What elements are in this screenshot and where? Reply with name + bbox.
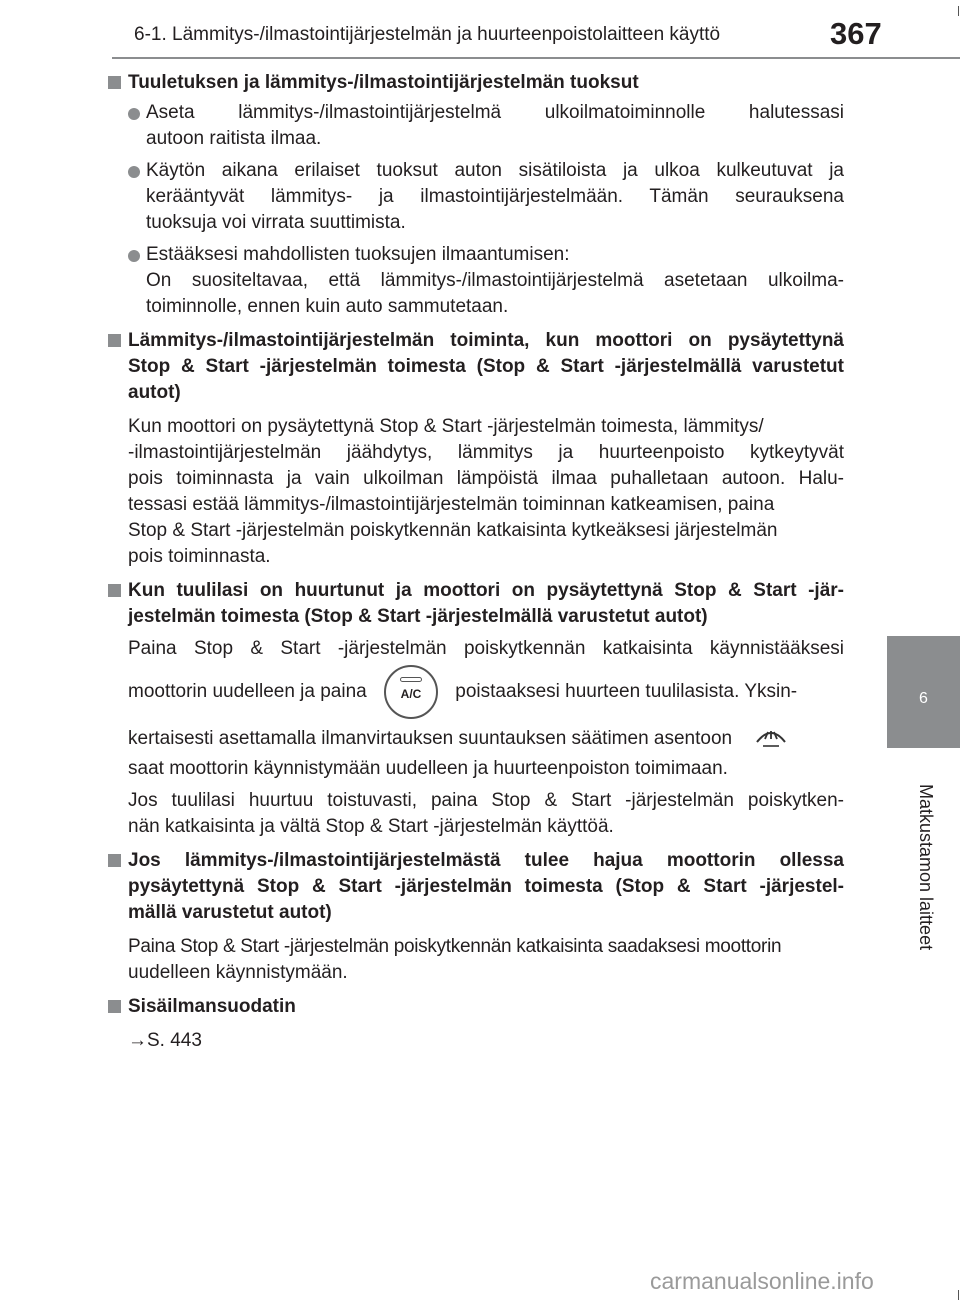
heading-line: Kun tuulilasi on huurtunut ja moottori on pysäytettynä Stop & Start -jär-	[128, 580, 844, 601]
text-line: toiminnolle, ennen kuin auto sammutetaan.	[146, 296, 509, 317]
text-line: uudelleen käynnistymään.	[128, 962, 348, 983]
heading-line: pysäytettynä Stop & Start -järjestelmän toimesta (Stop & Start -järjestel-	[128, 876, 844, 897]
heading-line: Lämmitys-/ilmastointijärjestelmän toiminta, kun moottori on pysäytettynä	[128, 330, 844, 351]
text-line: pois toiminnasta.	[128, 546, 271, 567]
heading-text: Sisäilmansuodatin	[128, 996, 296, 1017]
crop-mark	[958, 1290, 959, 1300]
text-line-with-icon	[128, 662, 844, 722]
text-line: Estääksesi mahdollisten tuoksujen ilmaantumisen:	[146, 244, 570, 265]
square-bullet-icon	[108, 334, 121, 347]
square-bullet-icon	[108, 584, 121, 597]
crop-mark	[958, 6, 959, 16]
text-line: -ilmastointijärjestelmän jäähdytys, lämmitys ja huurteenpoisto kytkeytyvät	[128, 442, 844, 463]
square-bullet-icon	[108, 76, 121, 89]
text-line: Stop & Start -järjestelmän poiskytkennän katkaisinta kytkeäksesi järjestelmän	[128, 520, 778, 541]
chapter-number: 6	[919, 690, 928, 707]
heading-line: jestelmän toimesta (Stop & Start -järjestelmällä varustetut autot)	[128, 606, 708, 627]
text-line: nän katkaisinta ja vältä Stop & Start -järjestelmän käyttöä.	[128, 816, 614, 837]
text-line: Kun moottori on pysäytettynä Stop & Start -järjestelmän toimesta, lämmitys/	[128, 416, 764, 437]
text-line: Paina Stop & Start -järjestelmän poiskytkennän katkaisinta käynnistääksesi	[128, 638, 844, 659]
heading-line: mällä varustetut autot)	[128, 902, 332, 923]
section-heading-windshield-fog	[104, 578, 844, 630]
section-heading-odors	[104, 70, 844, 96]
section-heading-cabin-filter	[104, 994, 844, 1020]
text-line: Käytön aikana erilaiset tuoksut auton sisätiloista ja ulkoa kulkeutuvat ja	[146, 160, 844, 181]
text-line: On suositeltavaa, että lämmitys-/ilmastointijärjestelmä asetetaan ulkoilma-	[146, 270, 844, 291]
round-bullet-icon	[128, 250, 140, 262]
text-line: saat moottorin käynnistymään uudelleen ja huurteenpoiston toimimaan.	[128, 758, 728, 779]
bullet-item	[104, 100, 844, 152]
page-number: 367	[830, 16, 882, 51]
round-bullet-icon	[128, 166, 140, 178]
chapter-title-vertical: Matkustamon laitteet	[916, 784, 936, 951]
text-line: tuoksuja voi virrata suuttimista.	[146, 212, 406, 233]
watermark: carmanualsonline.info	[650, 1268, 874, 1294]
header-divider	[112, 57, 960, 59]
ac-button-icon	[384, 665, 438, 719]
square-bullet-icon	[108, 1000, 121, 1013]
bullet-item	[104, 242, 844, 320]
heading-line: Jos lämmitys-/ilmastointijärjestelmästä tulee hajua moottorin ollessa	[128, 850, 844, 871]
section-heading-odor-when-stopped	[104, 848, 844, 926]
round-bullet-icon	[128, 108, 140, 120]
page-header	[0, 0, 960, 60]
paragraph	[104, 934, 844, 986]
heading-line: autot)	[128, 382, 181, 403]
ac-indicator-bar	[400, 677, 422, 682]
chapter-tab	[887, 636, 960, 748]
bullet-item	[104, 158, 844, 236]
text-line: autoon raitista ilmaa.	[146, 128, 322, 149]
text-fragment: moottorin uudelleen ja paina	[128, 681, 367, 702]
text-fragment: kertaisesti asettamalla ilmanvirtauksen suuntauksen säätimen asentoon	[128, 728, 733, 750]
square-bullet-icon	[108, 854, 121, 867]
text-line: kerääntyvät lämmitys- ja ilmastointijärjestelmään. Tämän seurauksena	[146, 186, 844, 207]
paragraph	[104, 414, 844, 570]
chapter-section-title: 6-1. Lämmitys-/ilmastointijärjestelmän ja huurteenpoistolaitteen käyttö	[134, 24, 721, 45]
page-content	[104, 70, 844, 1054]
paragraph	[104, 636, 844, 782]
ac-label: A/C	[400, 686, 422, 701]
text-line-with-icon	[128, 722, 844, 756]
text-line: tessasi estää lämmitys-/ilmastointijärjestelmän toiminnan katkeamisen, paina	[128, 494, 775, 515]
paragraph	[104, 788, 844, 840]
text-line: Aseta lämmitys-/ilmastointijärjestelmä ulkoilmatoiminnolle halutessasi	[146, 102, 844, 123]
text-line: Paina Stop & Start -järjestelmän poiskytkennän katkaisinta saadaksesi moottorin	[128, 936, 782, 957]
text-line: pois toiminnasta ja vain ulkoilman lämpöistä ilmaa puhalletaan autoon. Halu-	[128, 468, 844, 489]
text-line: Jos tuulilasi huurtuu toistuvasti, paina Stop & Start -järjestelmän poiskytken-	[128, 790, 844, 811]
text-fragment: poistaaksesi huurteen tuulilasista. Yksin-	[455, 681, 798, 702]
windshield-defroster-icon	[753, 722, 789, 756]
page-reference-link[interactable]: →S. 443	[128, 1030, 202, 1051]
heading-line: Stop & Start -järjestelmän toimesta (Stop & Start -järjestelmällä varustetut	[128, 356, 844, 377]
heading-text: Tuuletuksen ja lämmitys-/ilmastointijärjestelmän tuoksut	[128, 72, 639, 93]
section-heading-stop-start-operation	[104, 328, 844, 406]
